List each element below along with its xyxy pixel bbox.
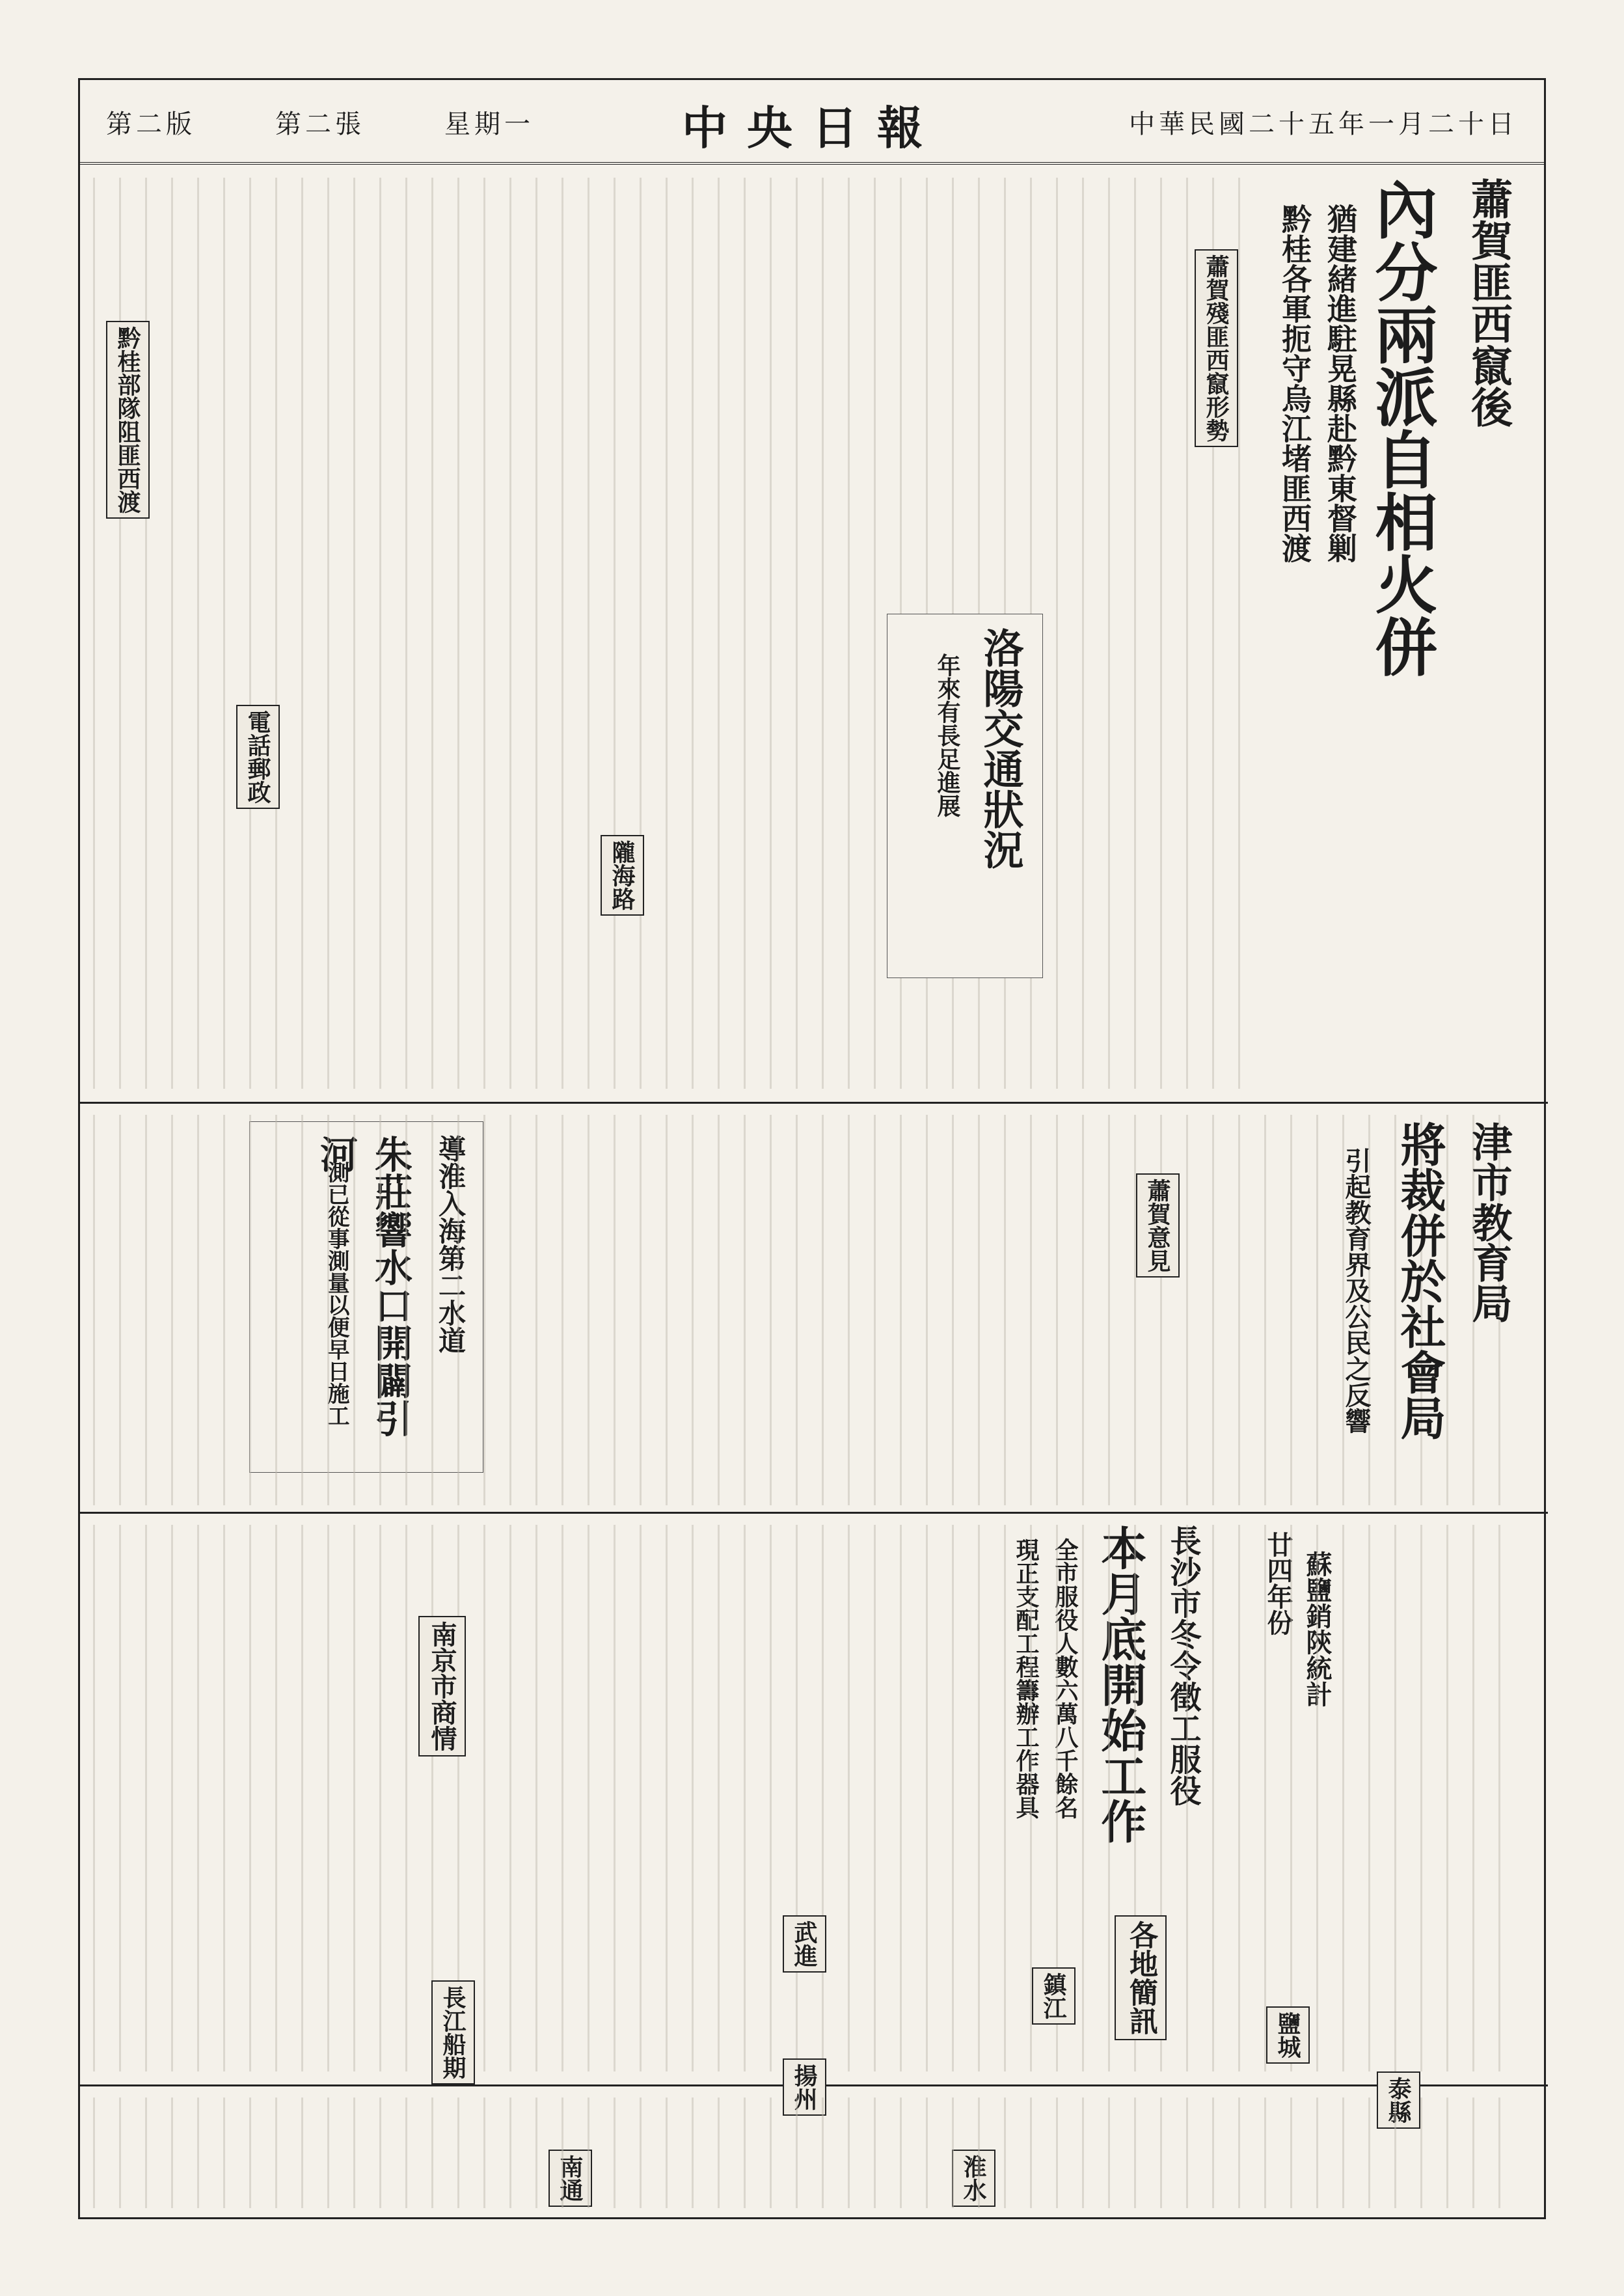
headline-tianjin-note: 引起教育界及公民之反響 xyxy=(1341,1147,1372,1434)
headline-tianjin-sub: 將裁併於社會局 xyxy=(1393,1121,1447,1440)
headline-subline: 猶建緒進駐晃縣赴黔東督剿 xyxy=(1323,204,1358,563)
headline-salt: 廿四年份 xyxy=(1263,1531,1293,1635)
section-label: 淮水 xyxy=(952,2150,995,2207)
sheet-number: 第二張 xyxy=(275,109,365,139)
section-divider xyxy=(80,1102,1548,1104)
article-box xyxy=(887,614,1043,978)
section-divider xyxy=(80,1512,1548,1514)
headline-changsha: 長沙市冬令徵工服役 xyxy=(1165,1525,1201,1806)
section-label: 電話郵政 xyxy=(236,705,280,809)
headline-huai: 導淮入海第二水道 xyxy=(435,1135,467,1354)
text-columns xyxy=(93,178,1251,1089)
text-columns xyxy=(93,1525,1524,2071)
headline-changsha-sub: 本月底開始工作 xyxy=(1094,1525,1148,1844)
section-label: 鹽城 xyxy=(1266,2006,1310,2064)
text-columns xyxy=(93,2098,1524,2208)
headline-huai-note: 測已從事測量以便早日施工 xyxy=(323,1161,349,1427)
section-label: 南通 xyxy=(548,2150,592,2207)
section-label: 長江船期 xyxy=(431,1980,475,2084)
page-number: 第二版 xyxy=(106,109,196,139)
headline-main-sub: 內分兩派自相火併 xyxy=(1365,178,1439,677)
section-label: 武進 xyxy=(783,1915,826,1973)
section-label: 泰縣 xyxy=(1377,2071,1420,2129)
newspaper-page xyxy=(78,78,1546,2219)
section-label: 隴海路 xyxy=(601,835,644,916)
text-columns xyxy=(93,1115,1524,1505)
section-label: 蕭賀意見 xyxy=(1136,1173,1180,1278)
headline-salt-sub: 蘇鹽銷陝統計 xyxy=(1302,1551,1333,1707)
section-label: 南京市商情 xyxy=(418,1616,466,1756)
headline-main: 蕭賀匪西竄後 xyxy=(1464,178,1513,428)
section-label: 蕭賀殘匪西竄形勢 xyxy=(1195,249,1238,447)
newspaper-name: 中央日報 xyxy=(682,101,942,155)
masthead xyxy=(80,80,1544,165)
headline-luoyang: 洛陽交通狀況 xyxy=(977,627,1024,869)
weekday: 星期一 xyxy=(444,109,534,139)
section-label: 黔桂部隊阻匪西渡 xyxy=(106,321,150,519)
headline-changsha-note: 全市服役人數六萬八千餘名 xyxy=(1051,1538,1079,1819)
section-label: 揚州 xyxy=(783,2058,826,2116)
headline-tianjin: 津市教育局 xyxy=(1465,1121,1513,1323)
section-label: 各地簡訊 xyxy=(1115,1915,1167,2040)
issue-date: 中華民國二十五年一月二十日 xyxy=(1129,109,1518,139)
headline-luoyang-sub: 年來有長足進展 xyxy=(934,653,961,817)
headline-changsha-note: 現正支配工程籌辦工作器具 xyxy=(1012,1538,1040,1819)
section-label: 鎮江 xyxy=(1032,1967,1076,2025)
headline-huai-sub: 朱莊響水口開闢引河 xyxy=(314,1135,413,1437)
headline-subline: 黔桂各軍扼守烏江堵匪西渡 xyxy=(1277,204,1312,563)
